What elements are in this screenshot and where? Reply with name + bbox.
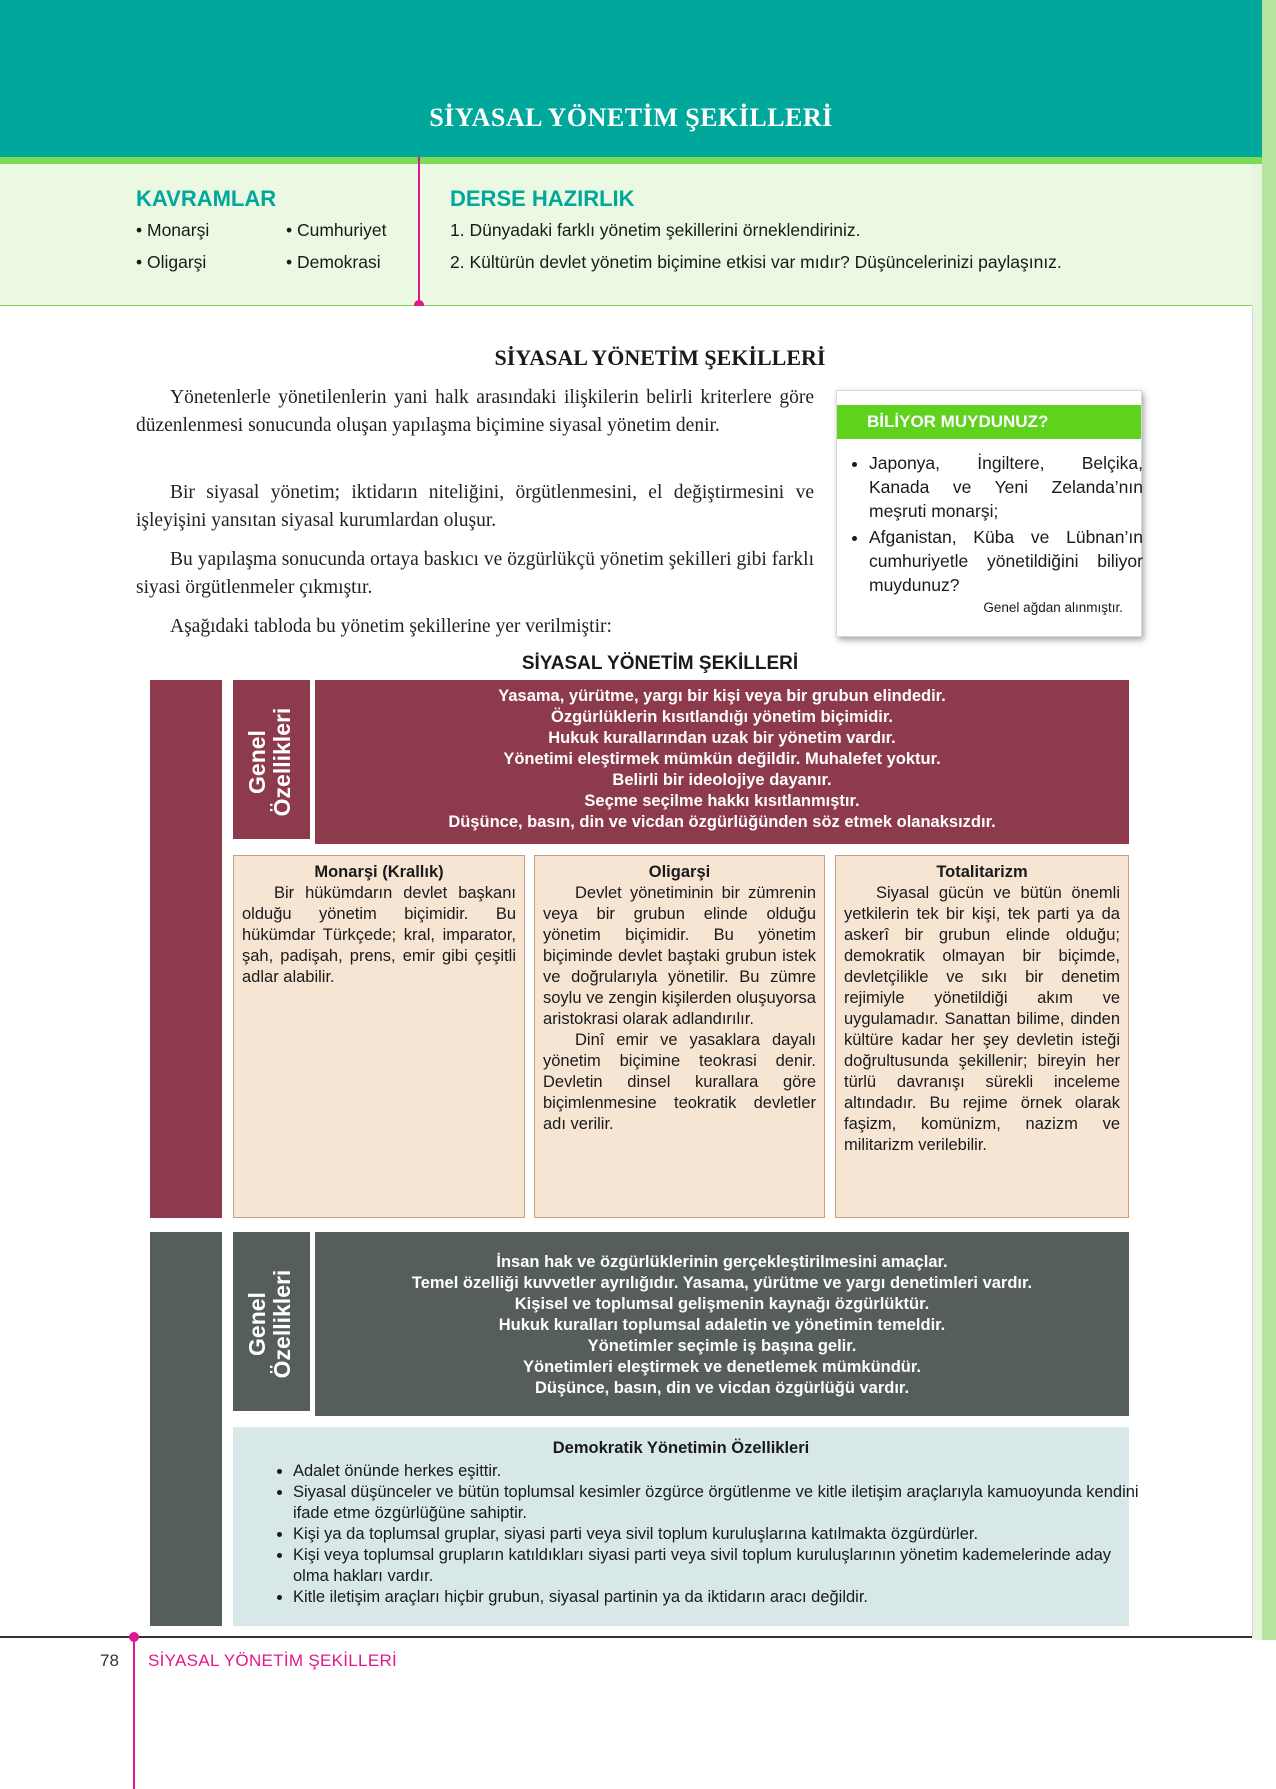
- page-edge-inner: [1252, 164, 1262, 1640]
- header-stripe: [0, 157, 1262, 164]
- divider-line: [418, 157, 420, 305]
- footer-line: [0, 1636, 1252, 1638]
- democratic-side-band: [150, 1232, 222, 1626]
- feature-item: • Adalet önünde herkes eşittir.: [293, 1461, 1143, 1482]
- cell-text: Bir hükümdarın devlet başkanı olduğu yönetim biçimidir. Bu hükümdar Türkçede; kral, imparator, şah, padişah, prens, emir gibi çeşitli adlar alabilir.: [242, 884, 516, 986]
- general-line: Kişisel ve toplumsal gelişmenin kaynağı özgürlüktür.: [514, 1295, 930, 1313]
- feature-item: • Siyasal düşünceler ve bütün toplumsal kesimler özgürce örgütlenme ve kitle iletişim araçlarıyla kamuoyunda kendini ifade etme özgürlüğüne sahiptir.: [293, 1482, 1143, 1524]
- prep-item: 1. Dünyadaki farklı yönetim şekillerini örneklendiriniz.: [450, 220, 861, 240]
- table-title: SİYASAL YÖNETİM ŞEKİLLERİ: [521, 653, 799, 674]
- totalitarianism-cell: [835, 855, 1129, 1218]
- label-line: Genel: [244, 1292, 270, 1356]
- concept-item: • Demokrasi: [286, 252, 381, 272]
- democratic-general-box: [315, 1232, 1129, 1416]
- prep-title: DERSE HAZIRLIK: [450, 186, 635, 211]
- did-you-know-item: • Japonya, İngiltere, Belçika, Kanada ve Yeni Zelanda’nın meşruti monarşi;: [869, 451, 1143, 523]
- general-line: Hukuk kuralları toplumsal adaletin ve yönetimin temeldir.: [498, 1316, 946, 1334]
- did-you-know-title: BİLİYOR MUYDUNUZ?: [837, 405, 1141, 439]
- general-line: Belirli bir ideolojiye dayanır.: [612, 771, 832, 789]
- footer-title: SİYASAL YÖNETİM ŞEKİLLERİ: [148, 1651, 398, 1670]
- did-you-know-item: • Afganistan, Küba ve Lübnan’ın cumhuriyetle yönetildiğini biliyor muydunuz?: [869, 525, 1143, 597]
- cell-text: Siyasal gücün ve bütün önemli yetkilerin tek bir kişi, tek parti ya da askerî bir grubun elinde olduğu; demokratik olmayan bir biçimde, devletçilikle ve sıkı bir denetim rejimiyle yönetildiği akım ve uygulamadır. Sanattan bilime, dinden kültüre kadar her şey devletin isteği doğrultusunda şekillenir; bireyin her türlü davranışı sürekli inceleme altındadır. Bu rejime örnek olarak faşizm, komünizm, nazizm ve militarizm verilebilir.: [844, 884, 1120, 1154]
- general-line: Yasama, yürütme, yargı bir kişi veya bir grubun elindedir.: [498, 687, 946, 705]
- democratic-label: [245, 1244, 301, 1404]
- concept-item: • Monarşi: [136, 220, 210, 240]
- cell-title: Monarşi (Krallık): [314, 863, 444, 881]
- oligarchy-cell: [534, 855, 825, 1218]
- authoritarian-label-box: [233, 680, 313, 844]
- general-line: Hukuk kurallarından uzak bir yönetim vardır.: [548, 729, 896, 747]
- header-title: SİYASAL YÖNETİM ŞEKİLLERİ: [429, 103, 833, 132]
- page-number: 78: [100, 1651, 119, 1670]
- monarchy-cell: [233, 855, 525, 1218]
- general-line: Yönetimleri eleştirmek ve denetlemek mümkündür.: [523, 1358, 921, 1376]
- label-underline: [233, 1411, 315, 1416]
- cell-title: Totalitarizm: [936, 863, 1028, 881]
- democracy-features-title: Demokratik Yönetimin Özellikleri: [552, 1439, 810, 1457]
- concepts-title: KAVRAMLAR: [136, 186, 277, 211]
- general-line: Düşünce, basın, din ve vicdan özgürlüğünden söz etmek olanaksızdır.: [448, 813, 996, 831]
- general-line: Yönetimler seçimle iş başına gelir.: [587, 1337, 857, 1355]
- general-line: Temel özelliği kuvvetler ayrılığıdır. Yasama, yürütme ve yargı denetimleri vardır.: [411, 1274, 1033, 1292]
- authoritarian-label: [245, 682, 301, 842]
- paragraph: Bu yapılaşma sonucunda ortaya baskıcı ve özgürlükçü yönetim şekilleri gibi farklı siyasi örgütlenmeler çıkmıştır.: [136, 549, 814, 598]
- authoritarian-side-band: [150, 680, 222, 1218]
- footer-dot: [129, 1632, 139, 1642]
- general-line: Düşünce, basın, din ve vicdan özgürlüğü vardır.: [534, 1379, 910, 1397]
- general-line: İnsan hak ve özgürlüklerinin gerçekleştirilmesini amaçlar.: [496, 1253, 948, 1271]
- cell-title: Oligarşi: [648, 863, 711, 881]
- authoritarian-general-box: [315, 680, 1129, 844]
- cell-text: Dinî emir ve yasaklara dayalı yönetim biçimine teokrasi denir. Devletin dinsel kurallara göre biçimlenmesine teokratik devletler adı verilir.: [543, 1031, 816, 1133]
- feature-item: • Kitle iletişim araçları hiçbir grubun, siyasal partinin ya da iktidarın aracı değildir.: [293, 1587, 1143, 1608]
- prep-item: 2. Kültürün devlet yönetim biçimine etkisi var mıdır? Düşüncelerinizi paylaşınız.: [450, 252, 1062, 272]
- label-underline: [233, 839, 315, 844]
- page-edge: [1262, 0, 1276, 1640]
- paragraph: Yönetenlerle yönetilenlerin yani halk arasındaki ilişkilerin belirli kriterlere göre düzenlenmesi sonucunda oluşan yapılaşma biçimine siyasal yönetim denir.: [136, 387, 814, 436]
- paragraph: Bir siyasal yönetim; iktidarın niteliğini, örgütlenmesini, el değiştirmesini ve işleyişini yansıtan siyasal kurumlardan oluşur.: [136, 482, 814, 531]
- did-you-know-source: Genel ağdan alınmıştır.: [983, 600, 1123, 615]
- label-line: Özellikleri: [269, 707, 295, 817]
- feature-item: • Kişi ya da toplumsal gruplar, siyasi parti veya sivil toplum kuruluşlarına katılmakta özgürdürler.: [293, 1524, 1143, 1545]
- concept-item: • Cumhuriyet: [286, 220, 387, 240]
- label-line: Genel: [244, 730, 270, 794]
- concept-item: • Oligarşi: [136, 252, 207, 272]
- paragraph: Aşağıdaki tabloda bu yönetim şekillerine yer verilmiştir:: [170, 616, 612, 637]
- cell-text: Devlet yönetiminin bir zümrenin veya bir grubun elinde olduğu yönetim biçimidir. Bu yönetim biçiminde devlet baştaki grubun istek ve doğrularıyla yönetilir. Bu zümre soylu ve zengin kişilerden oluşuyorsa aristokrasi olarak adlandırılır.: [543, 884, 816, 1028]
- concepts-strip: [0, 164, 1252, 307]
- general-line: Yönetimi eleştirmek mümkün değildir. Muhalefet yoktur.: [503, 750, 941, 768]
- general-line: Seçme seçilme hakkı kısıtlanmıştır.: [584, 792, 860, 810]
- header-banner: [0, 0, 1262, 157]
- did-you-know-box: [836, 390, 1142, 637]
- democracy-features-box: [233, 1427, 1139, 1626]
- feature-item: • Kişi veya toplumsal grupların katıldıkları siyasi parti veya sivil toplum kuruluşlarının yönetim kademelerinde aday olma hakları vardır.: [293, 1545, 1143, 1587]
- general-line: Özgürlüklerin kısıtlandığı yönetim biçimidir.: [551, 708, 893, 726]
- section-title: SİYASAL YÖNETİM ŞEKİLLERİ: [494, 345, 826, 370]
- democratic-label-box: [233, 1232, 313, 1416]
- footer-divider: [133, 1636, 135, 1789]
- label-line: Özellikleri: [269, 1269, 295, 1379]
